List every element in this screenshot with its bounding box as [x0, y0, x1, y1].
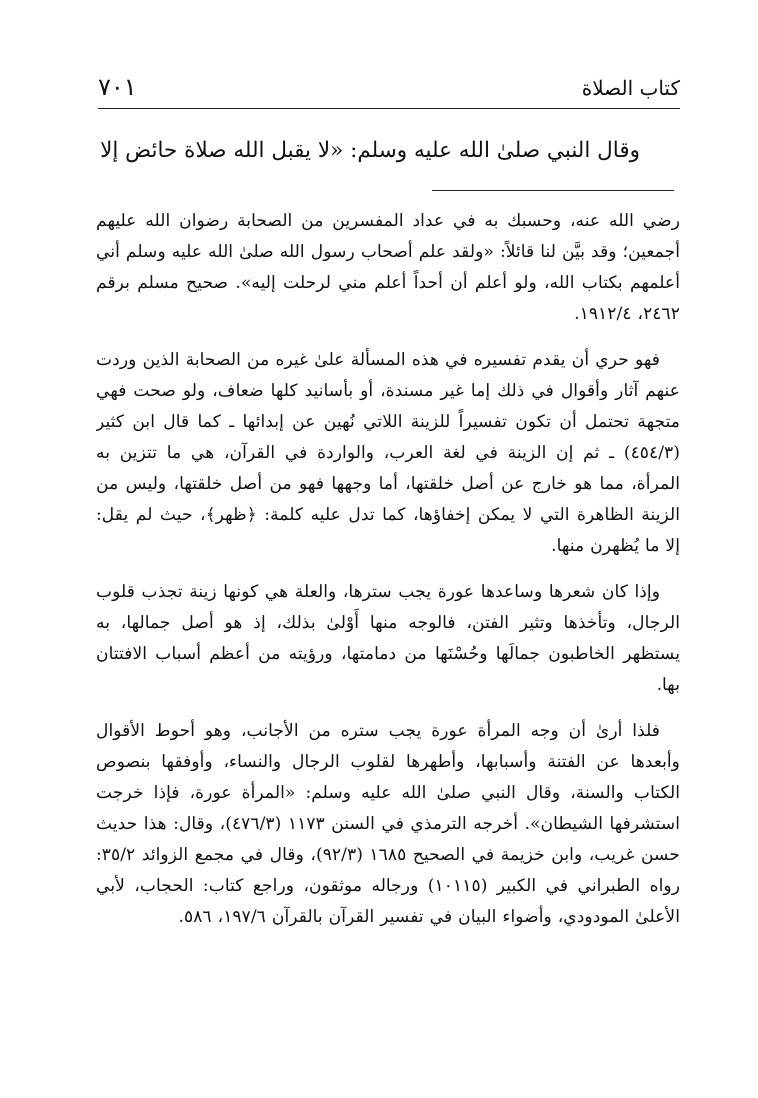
footnote-paragraph: فهو حري أن يقدم تفسيره في هذه المسألة علىٰ غيره من الصحابة الذين وردت عنهم آثار وأقوال في ذلك إما غير مسندة، أو بأسانيد كلها ضعاف، ولو صحت فهي متجهة تحتمل أن تكون تفسيراً للزينة اللاتي نُهين عن إبدائها ـ كما قال ابن كثير (٤٥٤/٣) ـ ثم إن الزينة في لغة العرب، والواردة في القرآن، هي ما تتزين به المرأة، مما هو خارج عن أصل خلقتها، أما وجهها فهو من أصل خلقتها، وليس من الزينة الظاهرة التي لا يمكن إخفاؤها، كما تدل عليه كلمة: ﴿ظهر﴾، حيث لم يقل: إلا ما يُظهرن منها. [96, 350, 680, 556]
footnotes-section [96, 206, 680, 1066]
main-text-line: وقال النبي صلىٰ الله عليه وسلم: «لا يقبل الله صلاة حائض إلا [100, 138, 640, 163]
page-number: ٧٠١ [98, 73, 137, 101]
footnote-paragraph: رضي الله عنه، وحسبك به في عداد المفسرين من الصحابة رضوان الله عليهم أجمعين؛ وقد بيَّن لنا قائلاً: «ولقد علم أصحاب رسول الله صلىٰ الله عليه وسلم أني أعلمهم بكتاب الله، ولو أعلم أن أحداً أعلم مني لرحلت إليه». صحيح مسلم برقم ٢٤٦٢، ١٩١٢/٤. [96, 211, 680, 324]
page-header [98, 68, 680, 109]
footnote-paragraph: وإذا كان شعرها وساعدها عورة يجب سترها، والعلة هي كونها زينة تجذب قلوب الرجال، وتأخذها وتثير الفتن، فالوجه منها أَوْلىٰ بذلك، إذ هو أصل جمالها، به يستظهر الخاطبون جمالَها وحُسْنَها من دمامتها، ورؤيته من أعظم أسباب الافتتان بها. [96, 582, 680, 695]
footnote-separator [432, 190, 674, 191]
running-title: كتاب الصلاة [581, 76, 680, 100]
footnote-paragraph: فلذا أرىٰ أن وجه المرأة عورة يجب ستره من الأجانب، وهو أحوط الأقوال وأبعدها عن الفتنة وأسبابها، وأطهرها لقلوب الرجال والنساء، وأوفقها بنصوص الكتاب والسنة، وقال النبي صلىٰ الله عليه وسلم: «المرأة عورة، فإذا خرجت استشرفها الشيطان». أخرجه الترمذي في السنن ١١٧٣ (٤٧٦/٣)، وقال: هذا حديث حسن غريب، وابن خزيمة في الصحيح ١٦٨٥ (٩٢/٣)، وقال في مجمع الزوائد ٣٥/٢: رواه الطبراني في الكبير (١٠١١٥) ورجاله موثقون، وراجع كتاب: الحجاب، لأبي الأعلىٰ المودودي، وأضواء البيان في تفسير القرآن بالقرآن ١٩٧/٦، ٥٨٦. [96, 721, 680, 927]
